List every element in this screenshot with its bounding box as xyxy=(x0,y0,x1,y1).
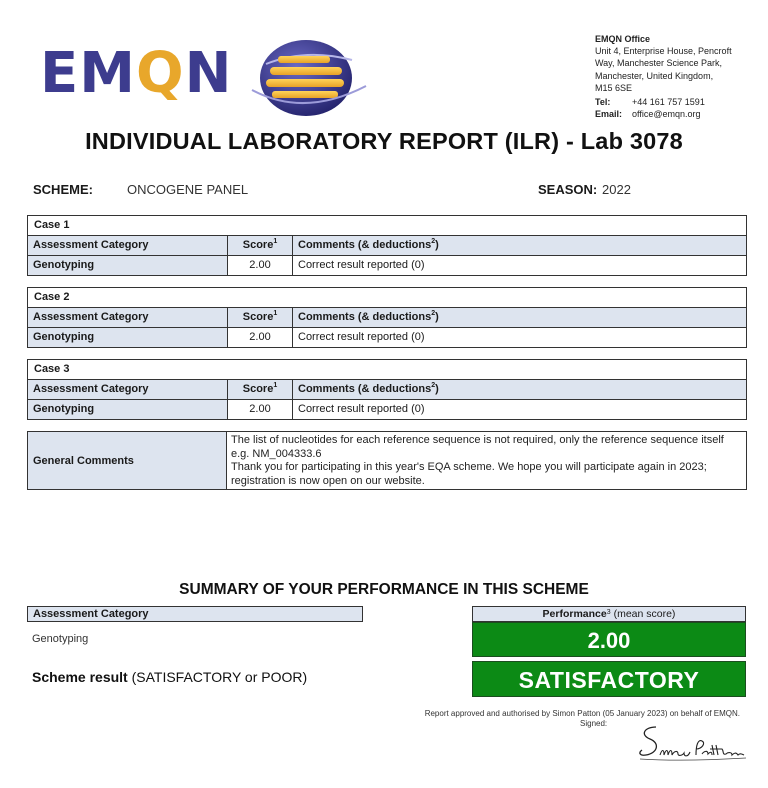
scheme-value: ONCOGENE PANEL xyxy=(127,182,249,197)
address-line: Manchester, United Kingdom, xyxy=(595,70,714,81)
category-cell: Genotyping xyxy=(28,256,228,275)
comment-cell: Correct result reported (0) xyxy=(298,259,425,271)
category-cell: Genotyping xyxy=(28,400,228,419)
office-title: EMQN Office xyxy=(595,34,651,44)
tel-label: Tel: xyxy=(595,97,611,108)
performance-header: Performance$^3$ (mean score) xyxy=(472,606,746,622)
table-header-row xyxy=(28,308,746,328)
mean-score-box: 2.00 xyxy=(472,622,746,657)
season-value: 2022 xyxy=(602,182,631,197)
logo-wordmark: EMQN xyxy=(40,41,233,106)
email-value[interactable]: office@emqn.org xyxy=(632,109,701,120)
office-contact xyxy=(595,33,755,120)
general-comment-line: Thank you for participating in this year's EQA scheme. We hope you will participate again in 2023; registration is now open on our website. xyxy=(231,461,707,487)
summary-category: Genotyping xyxy=(32,633,89,645)
summary-title: SUMMARY OF YOUR PERFORMANCE IN THIS SCHEME xyxy=(179,581,589,598)
score-header: Score$^1$ xyxy=(228,236,293,255)
general-comments-table xyxy=(27,431,747,490)
category-header: Assessment Category xyxy=(28,380,228,399)
emqn-logo xyxy=(40,28,340,118)
approval-text: Report approved and authorised by Simon Patton (05 January 2023) on behalf of EMQN. xyxy=(424,709,740,718)
report-title: INDIVIDUAL LABORATORY REPORT (ILR) - Lab 3078 xyxy=(85,128,683,154)
signature-image xyxy=(636,719,748,763)
score-cell: 2.00 xyxy=(228,400,293,419)
score-header: Score$^1$ xyxy=(228,308,293,327)
general-comments-text xyxy=(227,432,746,489)
table-row xyxy=(28,328,746,347)
case-title: Case 2 xyxy=(28,288,746,308)
signed-label: Signed: xyxy=(580,719,608,728)
score-cell: 2.00 xyxy=(228,256,293,275)
season-label: SEASON: xyxy=(538,182,598,197)
case-table-1 xyxy=(27,215,747,276)
table-header-row xyxy=(28,380,746,400)
comment-cell: Correct result reported (0) xyxy=(298,331,425,343)
category-header: Assessment Category xyxy=(28,236,228,255)
category-header: Assessment Category xyxy=(28,308,228,327)
address-line: M15 6SE xyxy=(595,82,633,93)
address-line: Way, Manchester Science Park, xyxy=(595,58,723,69)
globe-icon xyxy=(248,34,368,116)
comments-header: Comments (& deductions$^2$) xyxy=(293,380,746,399)
general-comment-line: The list of nucleotides for each reference sequence is not required, only the reference sequence itself e.g. NM_004333.6 xyxy=(231,434,724,460)
summary-category-header: Assessment Category xyxy=(27,606,363,622)
table-header-row xyxy=(28,236,746,256)
scheme-label: SCHEME: xyxy=(33,182,93,197)
scheme-result-label: Scheme result (SATISFACTORY or POOR) xyxy=(32,669,308,685)
table-row xyxy=(28,400,746,419)
comments-header: Comments (& deductions$^2$) xyxy=(293,308,746,327)
tel-value: +44 161 757 1591 xyxy=(632,97,705,108)
category-cell: Genotyping xyxy=(28,328,228,347)
comment-cell: Correct result reported (0) xyxy=(298,403,425,415)
table-row xyxy=(28,256,746,275)
address-line: Unit 4, Enterprise House, Pencroft xyxy=(595,46,732,57)
email-label: Email: xyxy=(595,109,623,120)
score-header: Score$^1$ xyxy=(228,380,293,399)
case-title: Case 1 xyxy=(28,216,746,236)
case-table-2 xyxy=(27,287,747,348)
case-title: Case 3 xyxy=(28,360,746,380)
score-cell: 2.00 xyxy=(228,328,293,347)
case-table-3 xyxy=(27,359,747,420)
comments-header: Comments (& deductions$^2$) xyxy=(293,236,746,255)
general-comments-label: General Comments xyxy=(28,432,227,489)
scheme-result-box: SATISFACTORY xyxy=(472,661,746,697)
